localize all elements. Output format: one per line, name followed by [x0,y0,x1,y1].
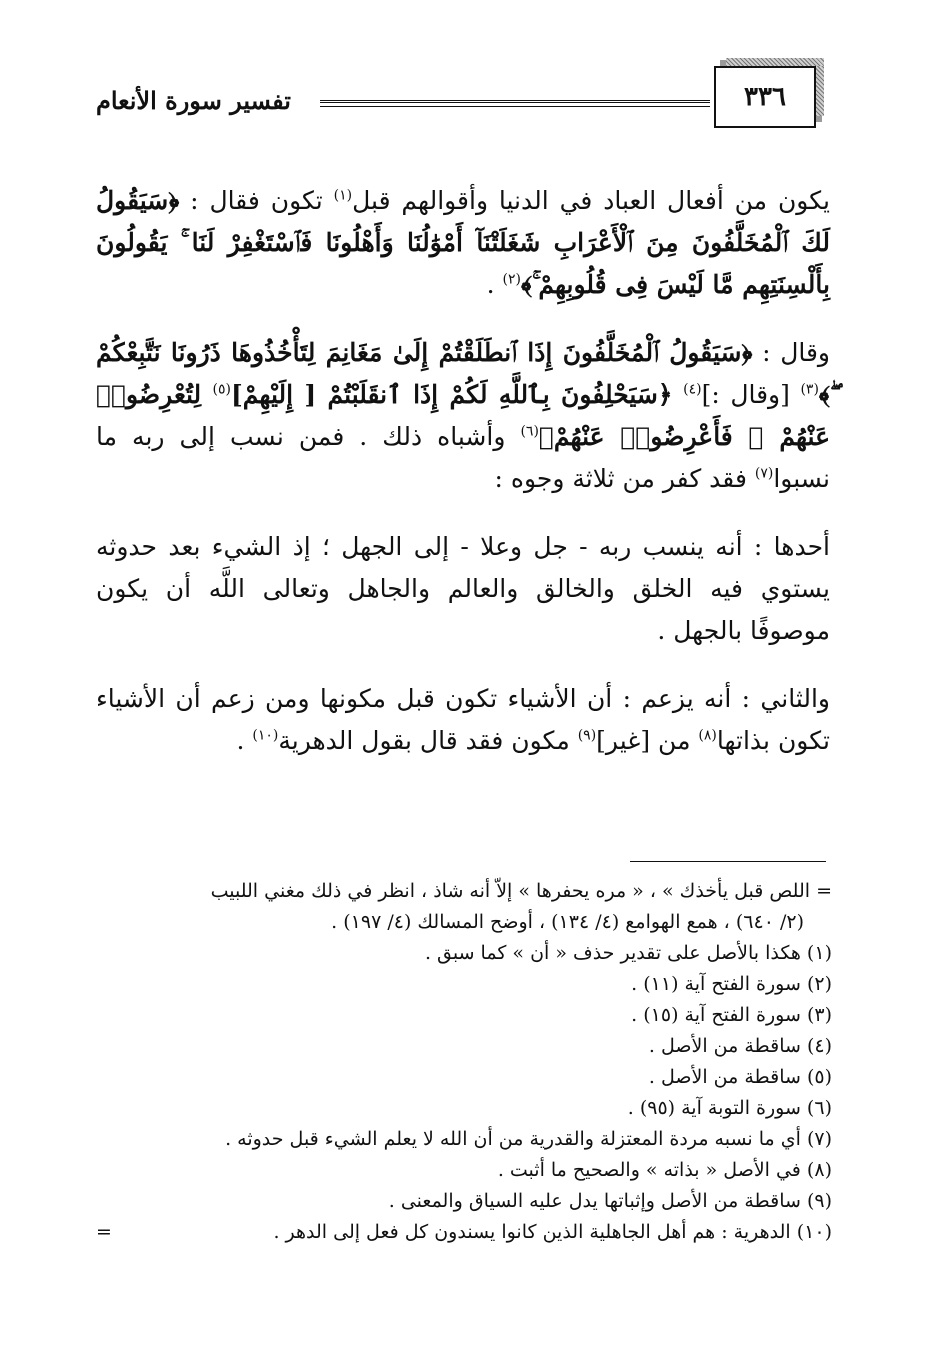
text-run: والثاني : أنه يزعم : أن الأشياء تكون قبل مكونها ومن زعم أن الأشياء تكون بذاتها [96,684,830,755]
paragraph-4 [96,678,830,762]
footnote-continuation: (٢/ ٦٤٠) ، همع الهوامع (٤/ ١٣٤) ، أوضح المسالك (٤/ ١٩٧) . [331,911,804,933]
footnote-ref: (٩) [577,727,597,744]
footnote-5: (٥) ساقطة من الأصل . [648,1066,832,1088]
footnote-ref: (٦) [520,423,539,440]
running-title: تفسير سورة الأنعام [96,86,291,115]
text-run: . [236,726,253,755]
footnote-7: (٧) أي ما نسبه مردة المعتزلة والقدرية من أن الله لا يعلم الشيء قبل حدوثه . [225,1128,832,1150]
footnote-ref: (١٠) [252,727,279,744]
quran-verse: ﴿سَيَحْلِفُونَ بِٱللَّهِ لَكُمْ إِذَا ٱنقَلَبْتُمْ [ إِلَيْهِمْ] [230,380,673,409]
page-number: ٣٣٦ [744,82,786,112]
footnote-separator [630,861,826,862]
footnote-ref: (٣) [800,381,819,398]
text-run: يكون من أفعال العباد في الدنيا وأقوالهم قبل [352,186,830,215]
text-run: من [غير] [596,726,699,755]
header-rule [320,100,710,107]
footnote-ref: (٢) [502,271,522,288]
footnotes [96,876,832,1248]
page-header [96,66,826,130]
footnote-ref: (٨) [698,727,717,744]
text-run: . [486,270,503,299]
footnote-8: (٨) في الأصل « بذاته » والصحيح ما أثبت . [497,1159,832,1181]
continued-mark: = [96,1221,112,1243]
text-run: وأشباه ذلك . فمن نسب إلى ربه ما نسبوا [96,422,830,493]
text-run: تكون فقال : [179,186,334,215]
text-run: مكون فقد قال بقول الدهرية [278,726,578,755]
quran-verse: ﴿سَيَقُولُ ٱلْمُخَلَّفُونَ إِذَا ٱنطَلَقْتُمْ إِلَىٰ مَغَانِمَ لِتَأْخُذُوهَا ذَرُونَا نَتَّبِعْكُمْ ۖ﴾ [96,338,830,409]
text-run: وقال : [752,338,830,367]
footnote-10: (١٠) الدهرية : هم أهل الجاهلية الذين كانوا يسندون كل فعل إلى الدهر . [273,1221,832,1243]
text-run [673,380,684,409]
paragraph-1 [96,180,830,306]
footnote-6: (٦) سورة التوبة آية (٩٥) . [627,1097,832,1119]
main-text [96,180,830,788]
footnote-3: (٣) سورة الفتح آية (١٥) . [631,1004,832,1026]
footnote-10-row [96,1217,832,1248]
page-number-box [714,66,816,128]
text-run: [وقال :] [701,380,801,409]
footnote-ref: (٧) [754,465,774,482]
footnote-ref: (١) [333,187,353,204]
paragraph-3: أحدها : أنه ينسب ربه - جل وعلا - إلى الجهل ؛ إذ الشيء بعد حدوثه يستوي فيه الخلق والخالق والعالم والجاهل وتعالى اللَّه أن يكون موصوفًا بالجهل . [96,532,830,645]
footnote-continuation: = اللص قبل يأخذك » ، « مره يحفرها » إلاّ أنه شاذ ، انظر في ذلك مغني اللبيب [210,880,832,902]
quran-verse: لِتُعْرِضُوا۟ عَنْهُمْ ۖ فَأَعْرِضُوا۟ عَنْهُمْ﴾ [96,380,830,451]
text-run: فقد كفر من ثلاثة وجوه : [494,464,755,493]
footnote-1: (١) هكذا بالأصل على تقدير حذف « أن » كما سبق . [424,942,832,964]
footnote-ref: (٤) [683,381,702,398]
quran-verse: ﴿سَيَقُولُ لَكَ ٱلْمُخَلَّفُونَ مِنَ ٱلْأَعْرَابِ شَغَلَتْنَآ أَمْوَٰلُنَا وَأَهْلُونَا فَٱسْتَغْفِرْ لَنَا ۚ يَقُولُونَ بِأَلْسِنَتِهِم مَّا لَيْسَ فِى قُلُوبِهِمْ ۚ﴾ [96,186,830,299]
paragraph-2 [96,332,830,500]
footnote-2: (٢) سورة الفتح آية (١١) . [631,973,832,995]
footnote-4: (٤) ساقطة من الأصل . [648,1035,832,1057]
footnote-ref: (٥) [212,381,231,398]
footnote-9: (٩) ساقطة من الأصل وإثباتها يدل عليه السياق والمعنى . [388,1190,832,1212]
